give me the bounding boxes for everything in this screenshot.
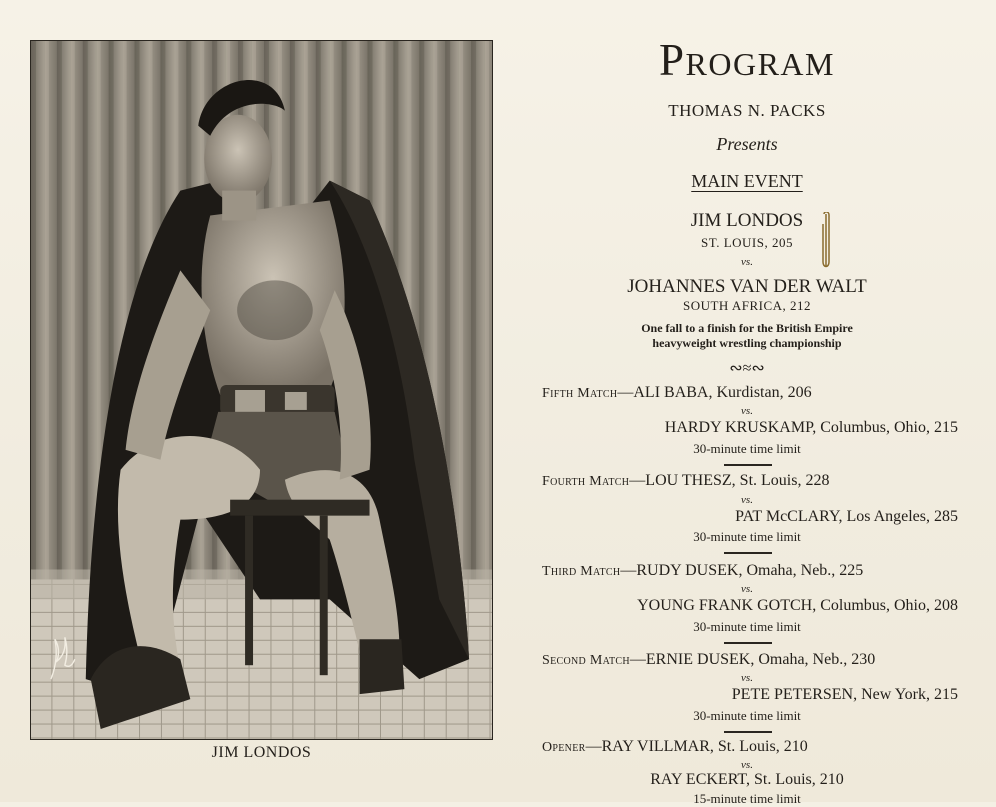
match-time-limit: 30-minute time limit [693, 619, 801, 634]
ornament-divider: ∾≈∾ [729, 360, 765, 377]
main-event-wrestler-1-detail: ST. LOUIS, 205 [701, 235, 793, 250]
match-wrestler-2: HARDY KRUSKAMP, Columbus, Ohio, 215 [664, 419, 958, 436]
match-divider [724, 642, 772, 644]
match-time-limit: 15-minute time limit [693, 791, 801, 806]
championship-note-line-2: heavyweight wrestling championship [652, 336, 842, 350]
match-vs: vs. [741, 672, 753, 684]
main-event-wrestler-1: JIM LONDOS [690, 210, 804, 231]
match-wrestler-1: RUDY DUSEK, Omaha, Neb., 225 [636, 562, 864, 579]
match-divider [724, 464, 772, 466]
match-label: Second Match [542, 653, 630, 668]
program-column [536, 0, 966, 806]
match-dash: — [617, 384, 634, 401]
match-label: Third Match [542, 564, 621, 579]
main-event-wrestler-2: JOHANNES VAN DER WALT [627, 276, 867, 297]
match-row [542, 738, 808, 756]
match-dash: — [629, 651, 646, 668]
match-wrestler-2: RAY ECKERT, St. Louis, 210 [650, 771, 844, 788]
presents-label: Presents [716, 134, 778, 154]
championship-note-line-1: One fall to a finish for the British Empire [641, 321, 853, 335]
match-wrestler-2: PETE PETERSEN, New York, 215 [731, 686, 958, 703]
wrestler-photo [30, 40, 493, 740]
pin-icon [821, 212, 831, 272]
main-event-wrestler-2-detail: SOUTH AFRICA, 212 [682, 298, 812, 313]
match-dash: — [629, 472, 646, 489]
match-row [542, 651, 875, 669]
match-row [542, 384, 812, 402]
match-divider [724, 731, 772, 733]
match-vs: vs. [741, 494, 753, 506]
match-wrestler-2: YOUNG FRANK GOTCH, Columbus, Ohio, 208 [637, 597, 958, 614]
match-wrestler-2: PAT McCLARY, Los Angeles, 285 [735, 508, 958, 525]
match-label: Fifth Match [542, 386, 618, 401]
match-row [542, 472, 829, 490]
match-vs: vs. [741, 583, 753, 595]
match-row [542, 562, 863, 580]
photo-caption: JIM LONDOS [211, 744, 312, 761]
match-label: Fourth Match [542, 474, 630, 489]
match-time-limit: 30-minute time limit [693, 708, 801, 723]
match-time-limit: 30-minute time limit [693, 529, 801, 544]
match-dash: — [585, 738, 602, 755]
match-divider [724, 552, 772, 554]
presenter-name: THOMAS N. PACKS [668, 101, 826, 120]
match-vs: vs. [741, 405, 753, 417]
wrestler-portrait-photo [31, 41, 492, 739]
match-vs: vs. [741, 759, 753, 771]
match-wrestler-1: ERNIE DUSEK, Omaha, Neb., 230 [645, 651, 876, 668]
program-title: Program [659, 35, 835, 85]
match-wrestler-1: RAY VILLMAR, St. Louis, 210 [601, 738, 808, 755]
match-time-limit: 30-minute time limit [693, 441, 801, 456]
match-dash: — [620, 562, 637, 579]
match-label: Opener [542, 740, 586, 755]
match-wrestler-1: ALI BABA, Kurdistan, 206 [633, 384, 812, 401]
main-event-vs: vs. [741, 256, 753, 268]
match-wrestler-1: LOU THESZ, St. Louis, 228 [645, 472, 830, 489]
main-event-heading: MAIN EVENT [691, 171, 803, 191]
